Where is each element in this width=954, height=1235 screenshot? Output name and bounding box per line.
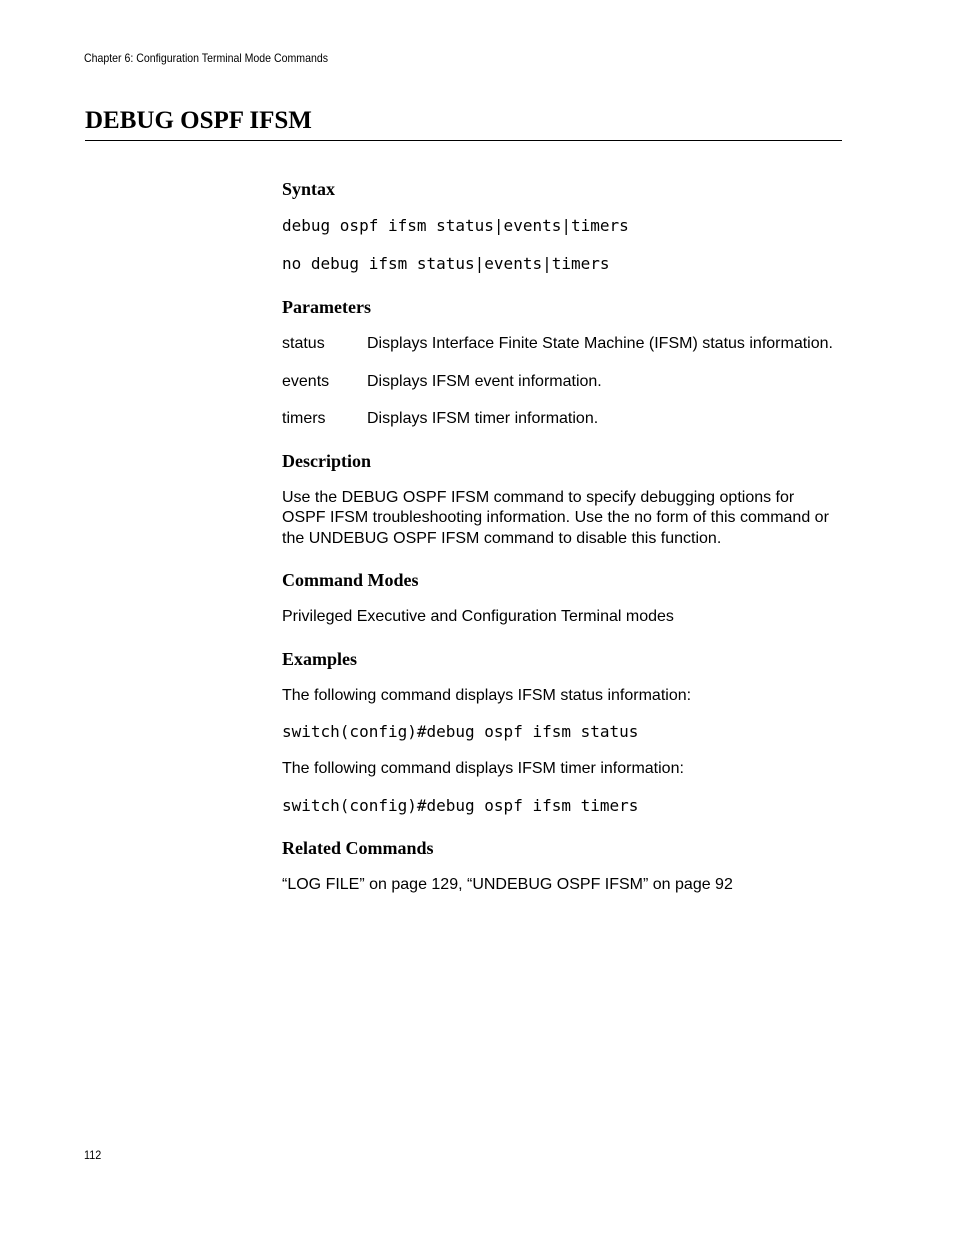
syntax-heading: Syntax <box>282 179 336 199</box>
parameter-name: events <box>282 372 330 390</box>
page-number: 112 <box>84 1148 102 1162</box>
description-heading: Description <box>282 450 371 471</box>
example-intro: The following command displays IFSM timer information: <box>282 760 684 777</box>
command-modes-heading: Command Modes <box>282 570 419 590</box>
parameter-description: Displays IFSM timer information. <box>367 410 599 427</box>
parameter-row <box>282 409 842 430</box>
title-rule <box>85 140 842 141</box>
example-code: switch(config)#debug ospf ifsm status <box>282 722 639 741</box>
examples-heading: Examples <box>282 648 358 669</box>
example-code: switch(config)#debug ospf ifsm timers <box>282 795 639 815</box>
related-commands-text: “LOG FILE” on page 129, “UNDEBUG OSPF IFSM” on page 92 <box>282 875 733 893</box>
parameter-row <box>282 372 842 393</box>
description-section <box>282 450 842 550</box>
page-title: DEBUG OSPF IFSM <box>85 107 312 134</box>
command-modes-text: Privileged Executive and Configuration Terminal modes <box>282 608 674 625</box>
parameter-name: timers <box>282 410 326 427</box>
command-modes-section <box>282 569 842 628</box>
syntax-line: debug ospf ifsm status|events|timers <box>282 216 629 235</box>
description-text: Use the DEBUG OSPF IFSM command to specify debugging options for OSPF IFSM troubleshooting information. Use the no form of this command or the UNDEBUG OSPF IFSM command to disable this function. <box>282 488 829 547</box>
examples-section <box>282 648 842 816</box>
content-body <box>282 178 842 895</box>
syntax-section <box>282 178 842 274</box>
parameter-description: Displays IFSM event information. <box>367 372 602 390</box>
parameters-section <box>282 296 842 430</box>
parameter-row <box>282 334 842 355</box>
example-intro: The following command displays IFSM status information: <box>282 686 692 704</box>
running-header: Chapter 6: Configuration Terminal Mode Commands <box>84 51 328 65</box>
syntax-line: no debug ifsm status|events|timers <box>282 254 610 273</box>
parameter-description: Displays Interface Finite State Machine (IFSM) status information. <box>367 335 833 352</box>
related-commands-section <box>282 837 842 896</box>
parameters-heading: Parameters <box>282 297 371 317</box>
related-commands-heading: Related Commands <box>282 837 434 858</box>
parameter-name: status <box>282 335 325 352</box>
